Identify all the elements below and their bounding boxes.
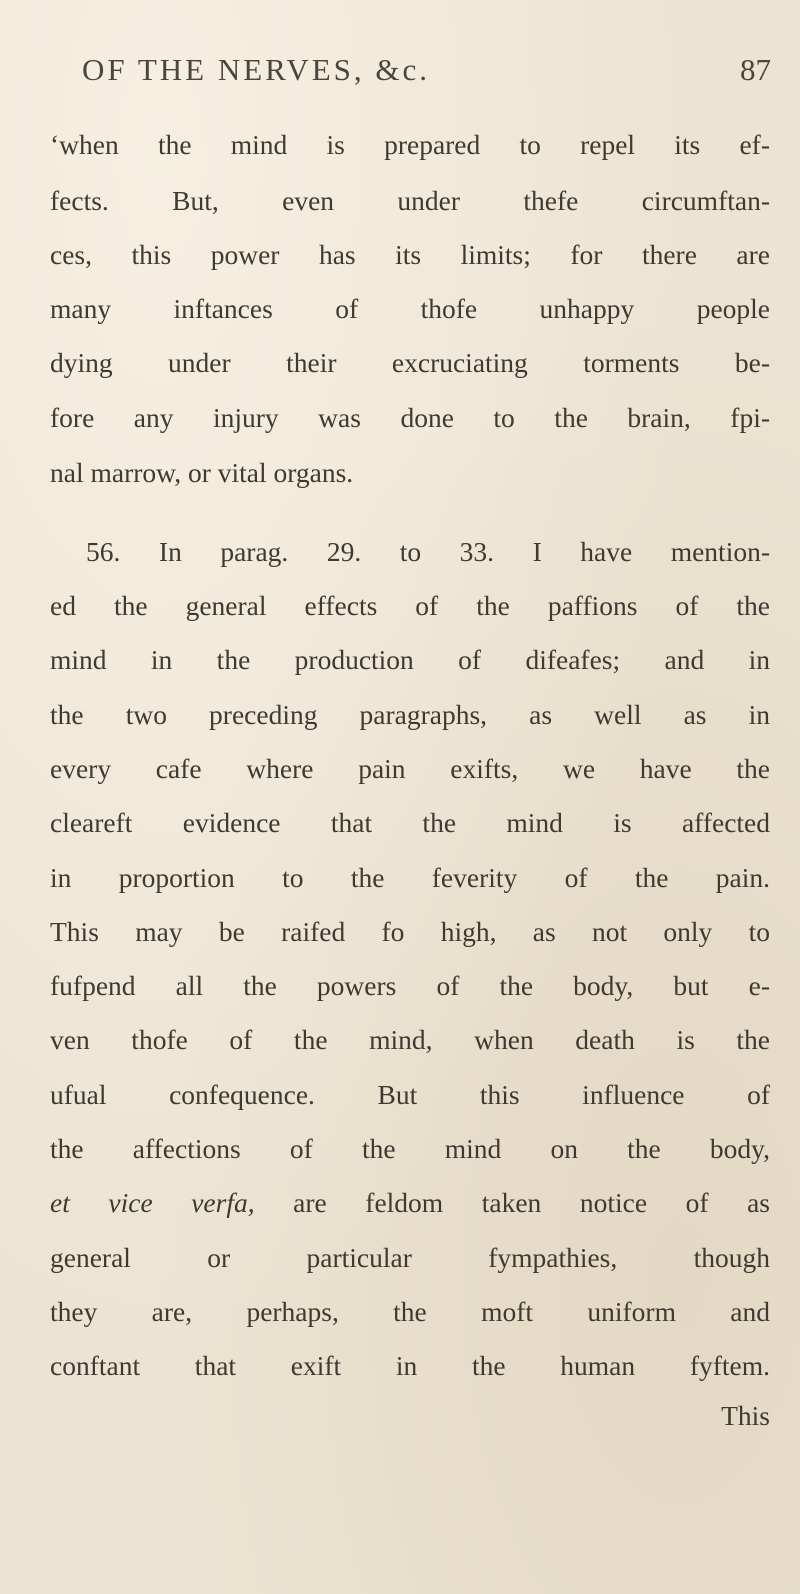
text-line: fore any injury was done to the brain, fpi-: [50, 402, 770, 433]
text-line: cleareft evidence that the mind is affected: [50, 807, 770, 838]
text-line: ufual confequence. But this influence of: [50, 1079, 770, 1110]
running-title: OF THE NERVES, &c.: [82, 52, 431, 87]
latin-phrase: et vice verfa,: [50, 1187, 255, 1218]
text-line: This may be raifed fo high, as not only to: [50, 916, 770, 947]
text-line: many inftances of thofe unhappy people: [50, 293, 770, 324]
text-line: every cafe where pain exifts, we have the: [50, 753, 770, 784]
text-line: dying under their excruciating torments be-: [50, 347, 770, 378]
text-line: fufpend all the powers of the body, but e-: [50, 970, 770, 1001]
catchword: This: [721, 1400, 770, 1431]
text-line: in proportion to the feverity of the pain.: [50, 862, 770, 893]
text-line: the two preceding paragraphs, as well as in: [50, 699, 770, 730]
text-line: they are, perhaps, the moft uniform and: [50, 1296, 770, 1327]
text-line: ven thofe of the mind, when death is the: [50, 1024, 770, 1055]
text-line: nal marrow, or vital organs.: [50, 457, 354, 488]
page-number: 87: [740, 52, 771, 87]
text-line: mind in the production of difeafes; and in: [50, 644, 770, 675]
text-span: are feldom taken notice of as: [254, 1187, 770, 1218]
text-line: ces, this power has its limits; for there are: [50, 239, 770, 270]
text-line: general or particular fympathies, though: [50, 1242, 770, 1273]
text-line: fects. But, even under thefe circumftan-: [50, 185, 770, 216]
text-line: ‘when the mind is prepared to repel its ef-: [50, 129, 770, 160]
text-line: the affections of the mind on the body,: [50, 1133, 770, 1164]
text-line: ed the general effects of the paffions of the: [50, 590, 770, 621]
text-line: [50, 1183, 770, 1223]
text-line: 56. In parag. 29. to 33. I have mention-: [86, 536, 770, 567]
running-head: [0, 52, 800, 92]
text-line: conftant that exift in the human fyftem.: [50, 1350, 770, 1381]
